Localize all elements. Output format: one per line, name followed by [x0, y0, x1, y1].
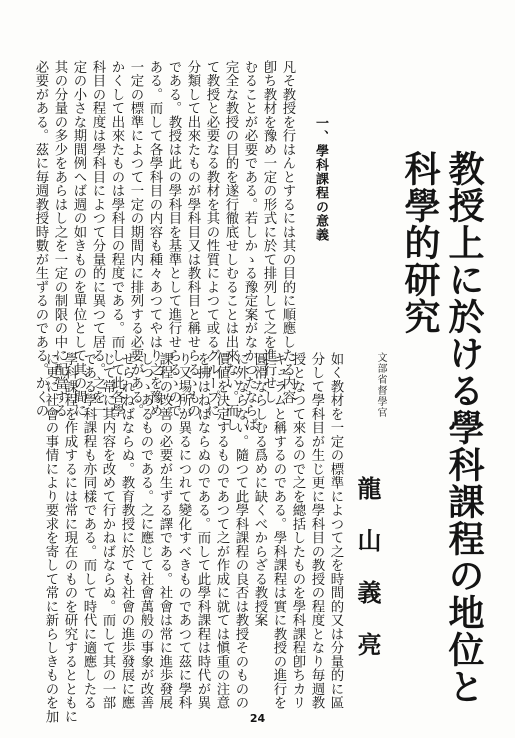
- body-line: むることが必要である。若しかゝる豫定案がなかつたならば: [242, 60, 257, 432]
- body-line: 價値を決定するものであつて之が作成に就ては愼重の注意: [214, 352, 229, 710]
- body-line: に外ならない。隨つて此學科課程の良否は教授そのものの: [233, 352, 248, 710]
- body-line: に更に社會の事情により要求を寄して常に新らしきものを加: [43, 352, 58, 724]
- body-line: 授となつて來るので之を總括したものを學科課程卽ちカリ: [290, 352, 305, 710]
- body-line: て教授と必要なる教材を其の性質によつて或るグループに: [204, 60, 219, 418]
- body-line: 凡そ教授を行はんとするには其の目的に順應したる内容: [280, 60, 295, 404]
- body-line: しつゝあるものである。之に應じて社會萬般の事象が改善: [138, 352, 153, 710]
- body-line: 其の分量の多少をあらはし之を一定の制限の中に配當する: [52, 60, 67, 418]
- body-line: 圓滑ならしむる爲めに缺くべからざる教授案: [252, 352, 267, 627]
- body-line: 完全な教授の目的を遂行徹底せしむることは出來ない。而し: [223, 60, 238, 432]
- section-heading: 一、學科課程の意義: [313, 116, 328, 242]
- author-name: 龍山義亮: [353, 476, 382, 684]
- body-line: 分して學科目が生じ更に學科目の教授の程度となり毎週教: [309, 352, 324, 710]
- body-line: である。教授は此の學科目を基準として進行せらるゝので: [166, 60, 181, 418]
- body-line: 學科課程を作成するには常に現在のものを研究するとともに: [62, 352, 77, 724]
- page-number: 24: [249, 712, 266, 725]
- body-line: ある。而して各學科目の内容も種々あつてやはり之を豫め: [147, 60, 162, 418]
- body-line: せられねばならぬ。教育教授に於ても社會の進歩發展に應: [119, 352, 134, 710]
- body-line: 分類して出來たものが學科目又は教科目と稱せらるゝもの: [185, 60, 200, 418]
- body-line: を拂はねばならぬのである。而して此學科課程は時代が異: [195, 352, 210, 710]
- body-line: 一定の標準によつて一定の期間内に排列する必要がある。: [128, 60, 143, 418]
- body-line: 科目の程度は學科目によつて分量的に異つて居る。之を一: [90, 60, 105, 418]
- body-line: キュラムと稱するのである。學科課程は實に教授の進行を: [271, 352, 286, 710]
- body-line: かくして出來たものは學科目の程度である。而して此各學: [109, 60, 124, 418]
- body-line: 必要がある。茲に毎週教授時數が生ずるのである。かくの: [33, 60, 48, 418]
- body-line: り又場所が異るにつれて變化すべきものであつて茲に學科: [176, 352, 191, 710]
- body-line: 卽ち教材を豫め一定の形式に於て排列して之を進行せし: [261, 60, 276, 404]
- author-office: 文部省督學官: [375, 352, 386, 418]
- body-line: 定の小さな期間例へば週の如きものを單位として其の間に: [71, 60, 86, 418]
- body-line: 課程の改善の必要が生ずる譯である。社會は常に進歩發展: [157, 352, 172, 710]
- body-line: 如く教材を一定の標準によつて之を時間的又は分量的に區: [328, 352, 343, 710]
- body-line: である學科課程も亦同樣である。而して時代に適應したる: [81, 352, 96, 710]
- article-title-line-1: 教授上に於ける學科課程の地位と: [443, 150, 485, 705]
- article-title-line-2: 科學的研究: [399, 150, 441, 335]
- body-line: じて常に其内容を改めて行かねばならぬ。而して其の一部: [100, 352, 115, 710]
